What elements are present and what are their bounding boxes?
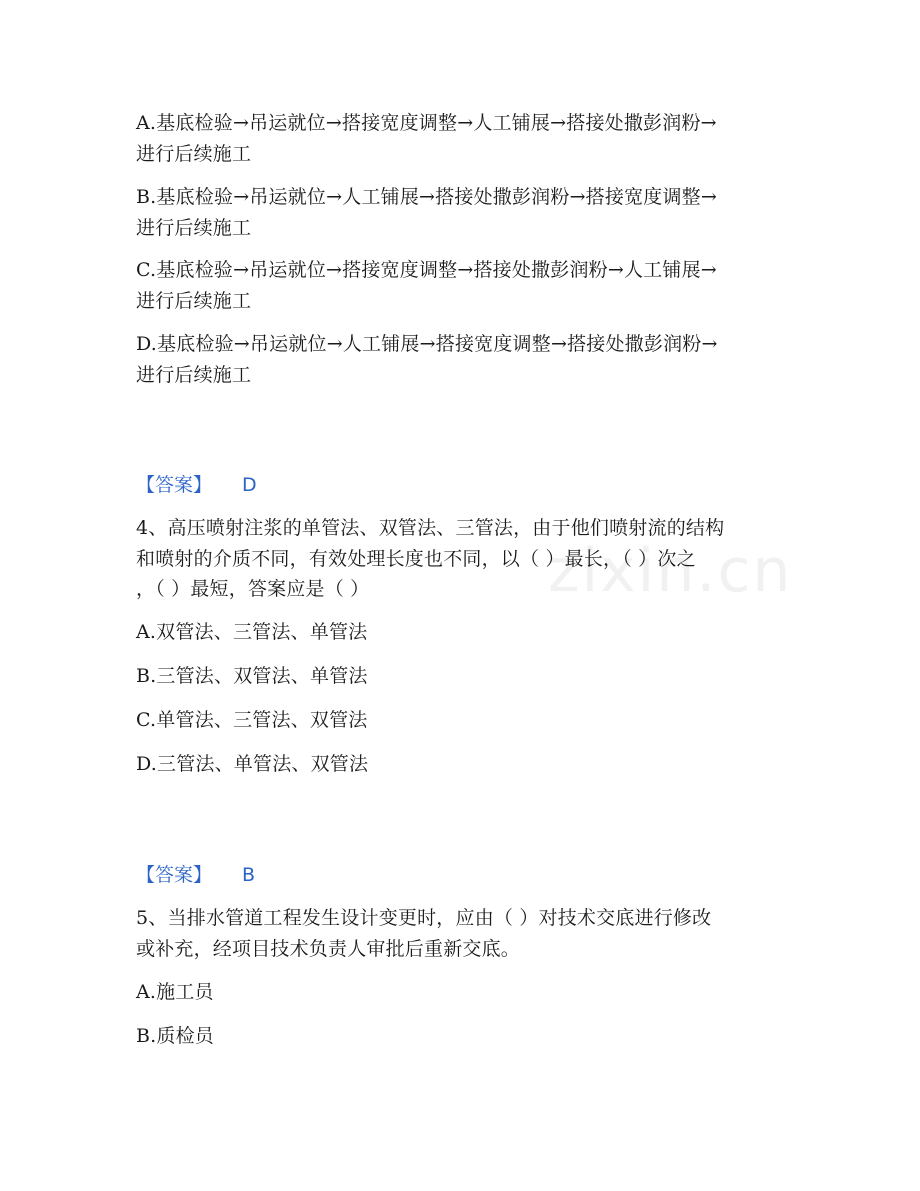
answer-value: B xyxy=(242,864,256,886)
q5-question-line2: 或补充，经项目技术负责人审批后重新交底。 xyxy=(136,938,521,960)
answer-label: 【答案】 xyxy=(136,864,213,886)
q5-option-b: B.质检员 xyxy=(136,1025,215,1047)
q4-option-a: A.双管法、三管法、单管法 xyxy=(136,621,368,643)
q4-option-c: C.单管法、三管法、双管法 xyxy=(136,709,368,731)
q5-option-a: A.施工员 xyxy=(136,981,214,1003)
q3-option-c-line2: 进行后续施工 xyxy=(136,290,252,312)
watermark: zixin.cn xyxy=(548,536,793,606)
q4-question-line2: 和喷射的介质不同，有效处理长度也不同，以（ ）最长，（ ）次之 xyxy=(136,548,696,570)
answer-value: D xyxy=(242,474,257,496)
q4-answer xyxy=(136,860,255,890)
q3-option-d-line1: D.基底检验→吊运就位→人工铺展→搭接宽度调整→搭接处撒彭润粉→ xyxy=(136,333,718,355)
q4-question-line3: ，（ ）最短，答案应是（ ） xyxy=(136,578,370,600)
q4-option-b: B.三管法、双管法、单管法 xyxy=(136,665,368,687)
q3-option-a-line2: 进行后续施工 xyxy=(136,143,252,165)
q3-option-c-line1: C.基底检验→吊运就位→搭接宽度调整→搭接处撒彭润粉→人工铺展→ xyxy=(136,259,717,281)
q5-question-line1: 5、当排水管道工程发生设计变更时，应由（ ）对技术交底进行修改 xyxy=(136,907,712,929)
q3-answer xyxy=(136,470,257,500)
q3-option-a-line1: A.基底检验→吊运就位→搭接宽度调整→人工铺展→搭接处撒彭润粉→ xyxy=(136,112,717,134)
answer-label: 【答案】 xyxy=(136,474,213,496)
q3-option-d-line2: 进行后续施工 xyxy=(136,364,252,386)
q3-option-b-line1: B.基底检验→吊运就位→人工铺展→搭接处撒彭润粉→搭接宽度调整→ xyxy=(136,186,718,208)
q3-option-b-line2: 进行后续施工 xyxy=(136,217,252,239)
q4-question-line1: 4、高压喷射注浆的单管法、双管法、三管法，由于他们喷射流的结构 xyxy=(136,517,725,539)
q4-option-d: D.三管法、单管法、双管法 xyxy=(136,753,369,775)
